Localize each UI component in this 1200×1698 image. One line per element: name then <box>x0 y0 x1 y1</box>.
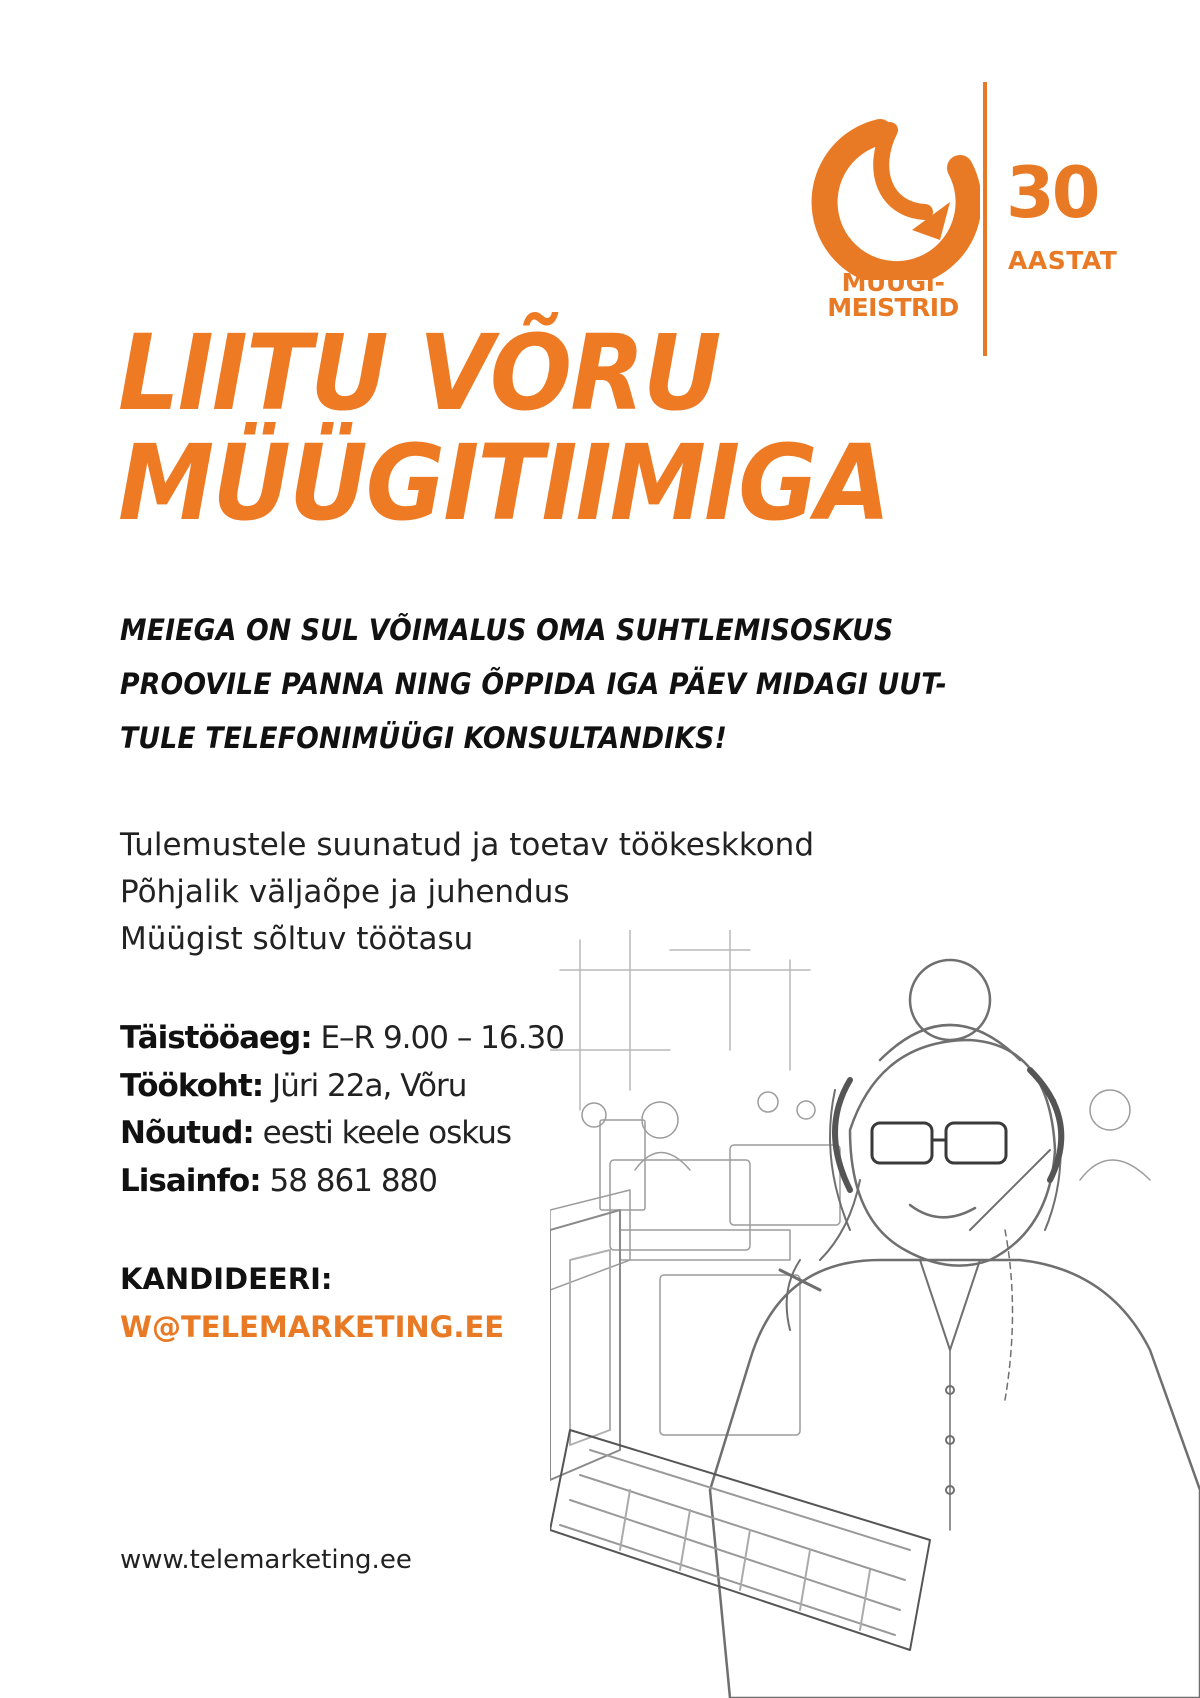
spiral-arrow-icon <box>800 100 980 280</box>
brand-name-line2: MEISTRID <box>827 293 959 322</box>
main-agent <box>710 960 1200 1698</box>
benefit-item: Müügist sõltuv töötasu <box>120 921 474 957</box>
headline <box>118 312 889 544</box>
benefit-item: Põhjalik väljaõpe ja juhendus <box>120 874 570 910</box>
detail-contact <box>120 1158 564 1206</box>
detail-label: Täistööaeg: <box>120 1020 312 1056</box>
job-details <box>120 1015 564 1205</box>
intro-line2: PROOVILE PANNA NING ÕPPIDA IGA PÄEV MIDAGI UUT- <box>120 667 947 701</box>
detail-value: 58 861 880 <box>260 1162 437 1199</box>
detail-requirements <box>120 1110 564 1158</box>
keyboard <box>550 1430 930 1650</box>
detail-label: Töökoht: <box>120 1067 264 1104</box>
detail-workplace <box>120 1063 564 1111</box>
benefit-item: Tulemustele suunatud ja toetav töökeskkond <box>120 827 815 863</box>
brand-name-line1: MÜÜGI- <box>841 268 945 297</box>
apply-label: KANDIDEERI: <box>120 1262 333 1296</box>
intro-line3: TULE TELEFONIMÜÜGI KONSULTANDIKS! <box>120 721 727 755</box>
website-link[interactable]: www.telemarketing.ee <box>120 1545 412 1575</box>
anniversary-label: AASTAT <box>1008 246 1118 275</box>
brand-name <box>818 270 968 320</box>
detail-label: Nõutud: <box>120 1115 254 1151</box>
office-background <box>550 930 810 1110</box>
headline-line1: LIITU VÕRU <box>118 312 720 434</box>
logo-divider <box>983 82 987 356</box>
detail-value: eesti keele oskus <box>253 1115 512 1151</box>
brand-logo <box>800 80 1120 360</box>
headline-line2: MÜÜGITIIMIGA <box>118 422 889 544</box>
detail-value: Jüri 22a, Võru <box>263 1067 467 1104</box>
intro-text <box>120 603 994 765</box>
computer-monitor <box>550 1210 620 1480</box>
detail-label: Lisainfo: <box>120 1162 261 1199</box>
apply-email-link[interactable]: W@TELEMARKETING.EE <box>120 1310 505 1344</box>
detail-value: E–R 9.00 – 16.30 <box>311 1020 564 1056</box>
call-center-agent-illustration <box>550 930 1200 1698</box>
intro-line1: MEIEGA ON SUL VÕIMALUS OMA SUHTLEMISOSKUS <box>120 613 894 647</box>
detail-working-hours <box>120 1015 564 1063</box>
anniversary-years: 30 <box>1006 152 1098 234</box>
